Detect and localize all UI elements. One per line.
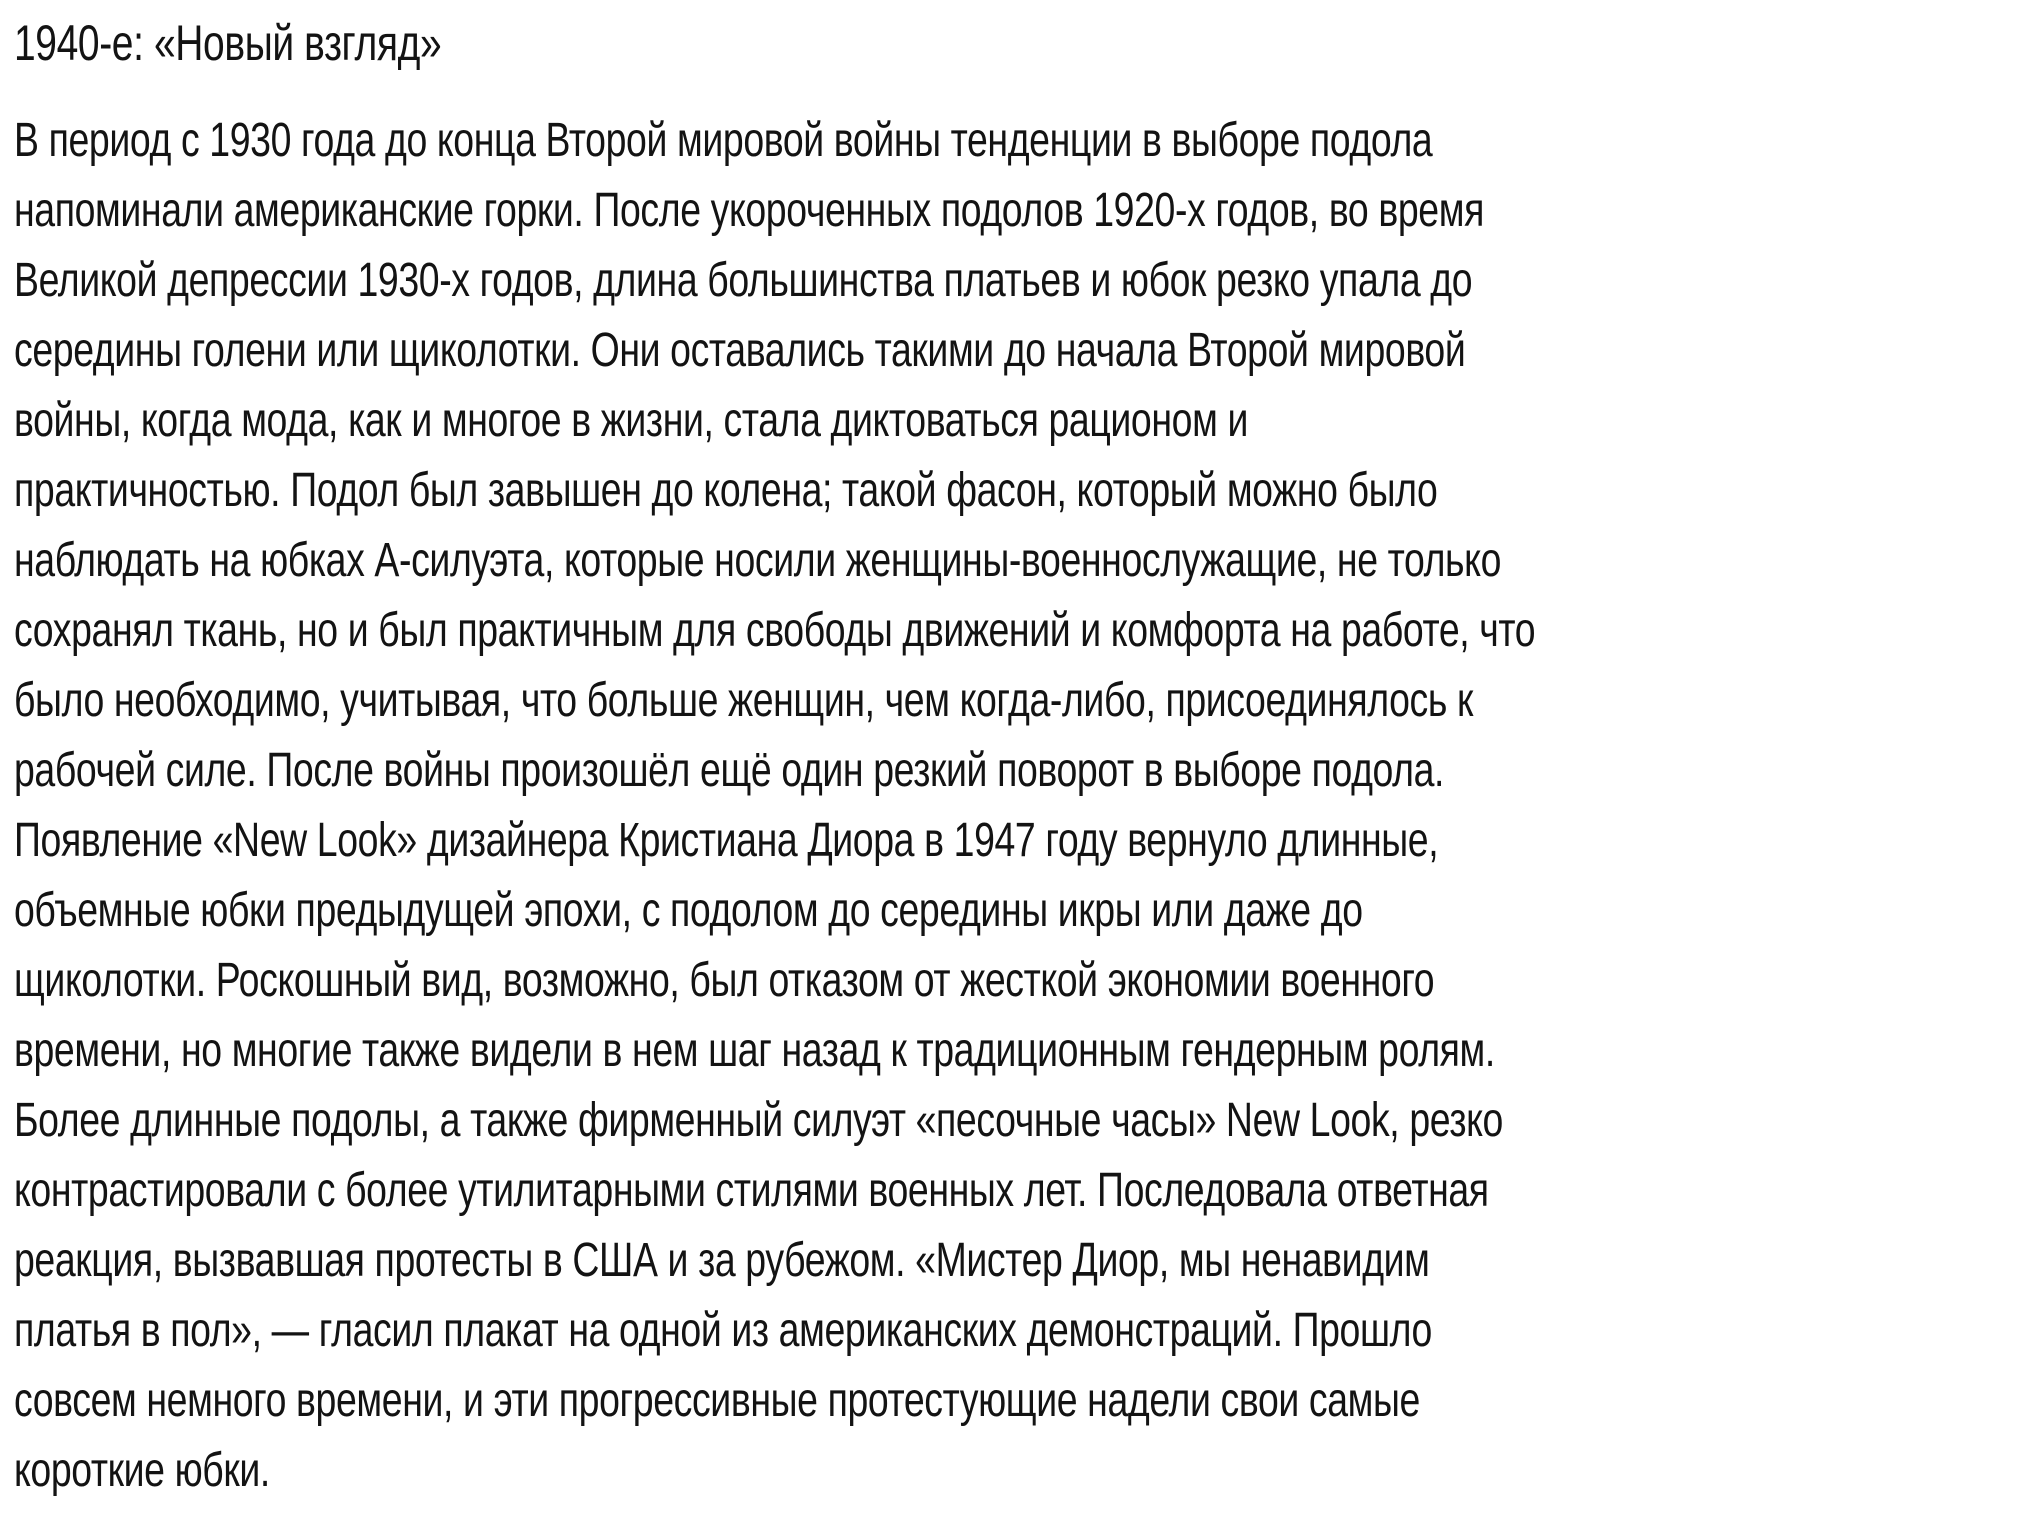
paragraph-line: щиколотки. Роскошный вид, возможно, был отказом от жесткой экономии военного (14, 954, 1435, 1007)
paragraph (14, 106, 2011, 1506)
paragraph-line: войны, когда мода, как и многое в жизни, стала диктоваться рационом и (14, 394, 1248, 447)
paragraph-line: середины голени или щиколотки. Они оставались такими до начала Второй мировой (14, 324, 1466, 377)
paragraph-line: Великой депрессии 1930-х годов, длина большинства платьев и юбок резко упала до (14, 254, 1473, 307)
paragraph-line: В период с 1930 года до конца Второй мировой войны тенденции в выборе подола (14, 114, 1433, 167)
paragraph-line: наблюдать на юбках А-силуэта, которые носили женщины-военнослужащие, не только (14, 534, 1501, 587)
paragraph-line: практичностью. Подол был завышен до колена; такой фасон, который можно было (14, 464, 1438, 517)
paragraph-line: совсем немного времени, и эти прогрессивные протестующие надели свои самые (14, 1374, 1420, 1427)
section-heading: 1940-е: «Новый взгляд» (14, 15, 442, 71)
paragraph-line: короткие юбки. (14, 1444, 270, 1497)
paragraph-line: напоминали американские горки. После укороченных подолов 1920-х годов, во время (14, 184, 1484, 237)
paragraph-line: Появление «New Look» дизайнера Кристиана Диора в 1947 году вернуло длинные, (14, 814, 1439, 867)
paragraph-line: платья в пол», — гласил плакат на одной из американских демонстраций. Прошло (14, 1304, 1432, 1357)
paragraph-line: контрастировали с более утилитарными стилями военных лет. Последовала ответная (14, 1164, 1489, 1217)
paragraph-line: сохранял ткань, но и был практичным для свободы движений и комфорта на работе, что (14, 604, 1536, 657)
paragraph-line: Более длинные подолы, а также фирменный силуэт «песочные часы» New Look, резко (14, 1094, 1503, 1147)
paragraph-line: времени, но многие также видели в нем шаг назад к традиционным гендерным ролям. (14, 1024, 1495, 1077)
paragraph-line: рабочей силе. После войны произошёл ещё один резкий поворот в выборе подола. (14, 744, 1445, 797)
paragraph-line: реакция, вызвавшая протесты в США и за рубежом. «Мистер Диор, мы ненавидим (14, 1234, 1430, 1287)
paragraph-line: было необходимо, учитывая, что больше женщин, чем когда-либо, присоединялось к (14, 674, 1474, 727)
article-text-block (14, 12, 2011, 1506)
paragraph-line: объемные юбки предыдущей эпохи, с подолом до середины икры или даже до (14, 884, 1363, 937)
